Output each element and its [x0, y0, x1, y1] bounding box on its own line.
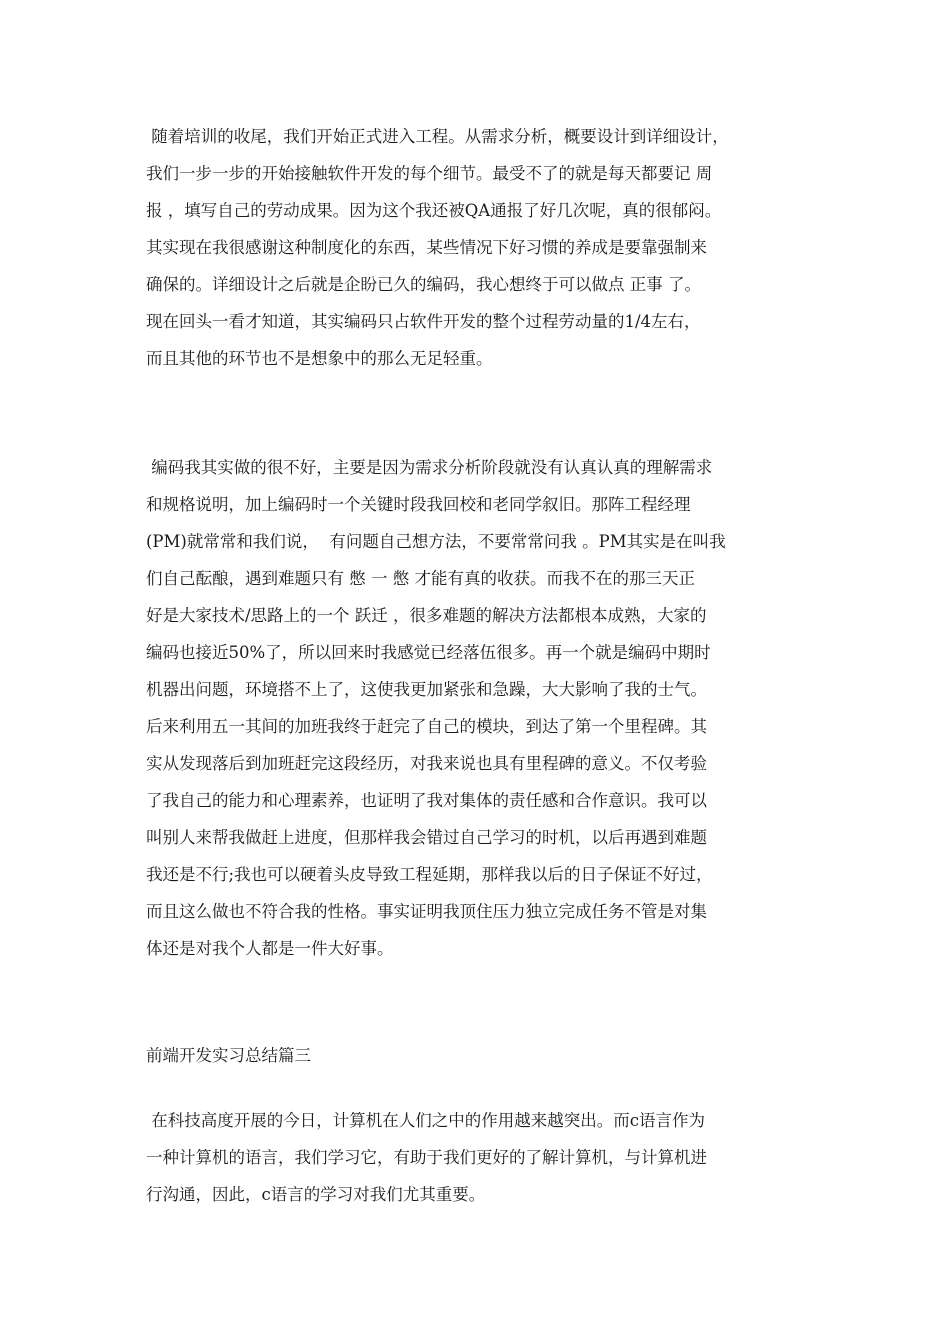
section-heading: 前端开发实习总结篇三 [146, 1046, 311, 1065]
text-line: 在科技高度开展的今日，计算机在人们之中的作用越来越突出。而c语言作为 [146, 1111, 705, 1130]
text-line: 们自己酝酿，遇到难题只有 憋 一 憋 才能有真的收获。而我不在的那三天正 [146, 569, 695, 588]
text-line: 随着培训的收尾，我们开始正式进入工程。从需求分析，概要设计到详细设计， [146, 127, 729, 146]
text-line: 其实现在我很感谢这种制度化的东西，某些情况下好习惯的养成是要靠强制来 [146, 238, 707, 257]
text-line: 现在回头一看才知道，其实编码只占软件开发的整个过程劳动量的1/4左右， [146, 312, 701, 331]
text-line: 后来利用五一其间的加班我终于赶完了自己的模块，到达了第一个里程碑。其 [146, 717, 707, 736]
text-line: 行沟通，因此，c语言的学习对我们尤其重要。 [146, 1185, 486, 1204]
text-line: 报 ，填写自己的劳动成果。因为这个我还被QA通报了好几次呢，真的很郁闷。 [146, 201, 722, 220]
text-line: 编码我其实做的很不好，主要是因为需求分析阶段就没有认真认真的理解需求 [146, 458, 713, 477]
text-line: 实从发现落后到加班赶完这段经历，对我来说也具有里程碑的意义。不仅考验 [146, 754, 707, 773]
text-line: 我们一步一步的开始接触软件开发的每个细节。最受不了的就是每天都要记 周 [146, 164, 713, 183]
text-line: 叫别人来帮我做赶上进度，但那样我会错过自己学习的时机，以后再遇到难题 [146, 828, 707, 847]
text-line: 机器出问题，环境搭不上了，这使我更加紧张和急躁，大大影响了我的士气。 [146, 680, 707, 699]
text-line: 了我自己的能力和心理素养，也证明了我对集体的责任感和合作意识。我可以 [146, 791, 707, 810]
text-line: 确保的。详细设计之后就是企盼已久的编码，我心想终于可以做点 正事 了。 [146, 275, 701, 294]
text-line: 我还是不行;我也可以硬着头皮导致工程延期，那样我以后的日子保证不好过， [146, 865, 713, 884]
text-line: 一种计算机的语言，我们学习它，有助于我们更好的了解计算机，与计算机进 [146, 1148, 707, 1167]
text-line: 而且这么做也不符合我的性格。事实证明我顶住压力独立完成任务不管是对集 [146, 902, 707, 921]
text-line: (PM)就常常和我们说， 有问题自己想方法，不要常常问我 。PM其实是在叫我 [146, 532, 726, 551]
text-line: 好是大家技术/思路上的一个 跃迁 ，很多难题的解决方法都根本成熟，大家的 [146, 606, 707, 625]
text-line: 编码也接近50%了，所以回来时我感觉已经落伍很多。再一个就是编码中期时 [146, 643, 711, 662]
text-line: 和规格说明，加上编码时一个关键时段我回校和老同学叙旧。那阵工程经理 [146, 495, 691, 514]
text-line: 而且其他的环节也不是想象中的那么无足轻重。 [146, 349, 493, 368]
text-line: 体还是对我个人都是一件大好事。 [146, 939, 394, 958]
